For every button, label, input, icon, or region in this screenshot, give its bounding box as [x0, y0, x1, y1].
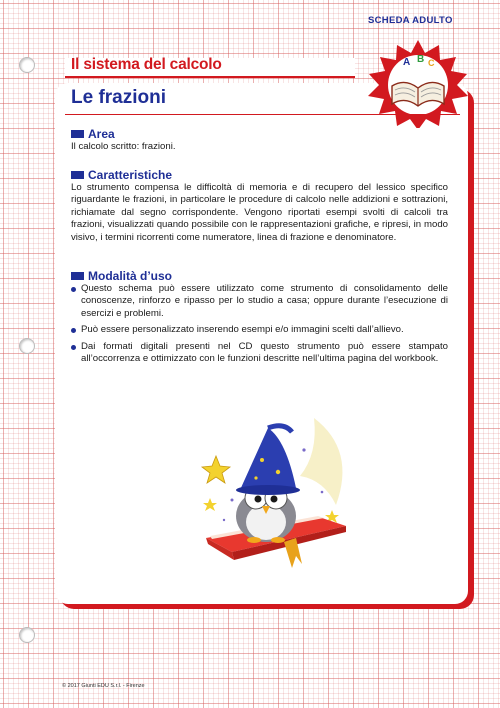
- heading-square-icon: [71, 130, 84, 138]
- list-item: Questo schema può essere utilizzato come strumento di consolidamento delle conoscenze, rinforzo e ripasso per lo studio a casa; oppure durante l’esecuzione di esercizi e problemi.: [71, 283, 448, 320]
- punch-hole: [19, 627, 35, 643]
- svg-text:B: B: [417, 54, 425, 65]
- area-heading-label: Area: [88, 127, 115, 141]
- owl-wizard-on-book-icon: [196, 410, 356, 580]
- modalita-heading-label: Modalità d’uso: [88, 269, 172, 283]
- header-tag: SCHEDA ADULTO: [368, 15, 453, 26]
- page-title: Le frazioni: [71, 87, 167, 108]
- title-divider: [65, 114, 460, 115]
- heading-square-icon: [71, 171, 84, 179]
- copyright: © 2017 Giunti EDU S.r.l. - Firenze: [62, 683, 145, 689]
- caratteristiche-heading-label: Caratteristiche: [88, 168, 173, 182]
- caratteristiche-heading: [71, 168, 172, 182]
- svg-text:C: C: [428, 58, 435, 68]
- modalita-heading: [71, 269, 172, 283]
- svg-text:A: A: [403, 57, 411, 68]
- section-title: Il sistema del calcolo: [71, 56, 222, 73]
- caratteristiche-text: Lo strumento compensa le difficoltà di memoria e di recupero del lessico specifico riguardante le frazioni, in particolare le procedure di calcolo nelle addizioni e sottrazioni, richiamate dal segno corrispondente. Vengono riportati esempi svolti di calcoli tra frazioni, visualizzati quando possibile con le rappresentazioni grafiche, e ripresi, in modo visivo, i termini ricorrenti come numeratore, linea di frazione e denominatore.: [71, 182, 448, 243]
- punch-hole: [19, 57, 35, 73]
- punch-hole: [19, 338, 35, 354]
- area-text: Il calcolo scritto: frazioni.: [71, 141, 176, 152]
- list-item: Dai formati digitali presenti nel CD questo strumento può essere stampato all’occorrenza e ottimizzato con le funzioni descritte nell’ultima pagina del workbook.: [71, 341, 448, 366]
- modalita-list: [71, 283, 448, 369]
- area-heading: [71, 127, 115, 141]
- list-item: Può essere personalizzato inserendo esempi e/o immagini scelti dall’allievo.: [71, 324, 448, 336]
- heading-square-icon: [71, 272, 84, 280]
